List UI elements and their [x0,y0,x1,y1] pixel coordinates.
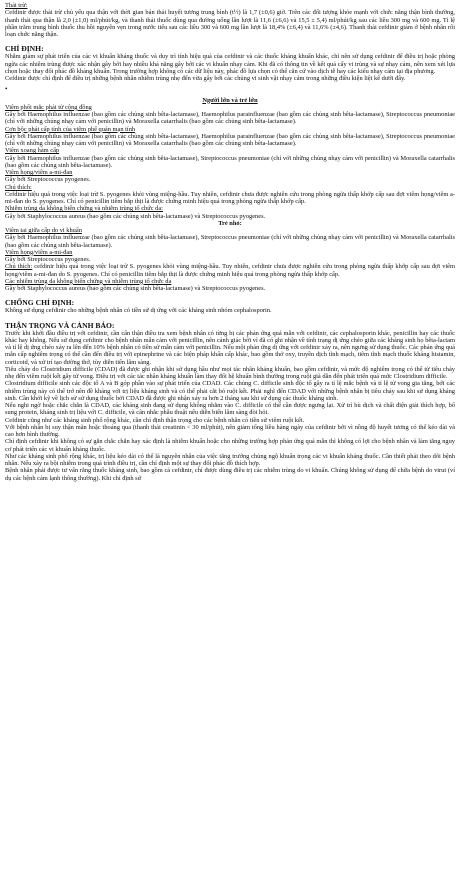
skin-adult-text: Gây bởi Staphylococcus aureus (bao gồm các chủng sinh bêta-lactamase) và Streptococcus pyogenes. [5,212,266,220]
heading-indications: CHỈ ĐỊNH: [5,44,44,54]
child-item-text: Gây bởi Haemophilus influenzae (bao gồm các chủng sinh bêta-lactamase), Streptococcus pneumoniae (chỉ với những chủng nhạy cảm với penicillin) và Moraxella catarrhalis (bao gồm các chủng sinh bêta-lactamase). [5,234,455,249]
warning-paragraph: Tiêu chảy do Clostridium difficile (CDAD) đã được ghi nhận khi sử dụng hầu như mọi tác nhân kháng khuẩn, bao gồm cefdinir, và mức độ nghiêm trọng có thể từ tiêu chảy nhẹ đến viêm ruột kết gây tử vong. Điều trị với các tác nhân kháng khuẩn làm thay đổi hệ khuẩn bình thường trong ruột già dẫn đến phát triển quá mức Clostridium difficile. [5,365,455,380]
adult-item-title: Cơn bộc phát cấp tính của viêm phế quản mạn tính [5,125,136,133]
warning-paragraph: Nếu nghi ngờ hoặc chắc chắn là CDAD, các kháng sinh đang sử dụng không nhằm vào C. difficile có thể cần được ngưng lại. Xử trí bù dịch và chất điện giải thích hợp, bổ sung protein, kháng sinh trị liệu với C. difficile, và cân nhắc phẫu thuật nếu diễn biến lâm sàng đòi hỏi. [5,402,455,417]
skin-child-title: Các nhiễm trùng da không biến chứng và nhiễm trùng tổ chức da [5,277,172,285]
skin-adult-title: Nhiễm trùng da không biến chứng và nhiễm trùng tổ chức da: [5,205,163,213]
warning-paragraph: Chỉ định cefdinir khi không có sự gắn chắc chắn hay xác định là nhiễm khuẩn hoặc cho những trường hợp phản ứng quá mẫn thì không có lợi cho bệnh nhân và làm tăng nguy cơ phát triển các vi khuẩn kháng thuốc. [5,438,455,453]
note-label: Chú thích: [5,263,33,271]
note-child-paragraph [5,263,455,278]
child-item-text: Gây bởi Streptococcus pyogenes. [5,256,91,263]
paragraph-contraindications: Không sử dụng cefdinir cho những bệnh nhân có tiền sử dị ứng với các kháng sinh nhóm cephalosporin. [5,307,272,315]
heading-elimination: Thải trừ: [5,2,28,9]
heading-contraindications: CHỐNG CHỈ ĐỊNH: [5,298,75,308]
paragraph-elimination: Cefdinir được thải trừ chủ yếu qua thận với thời gian bán thải huyết tương trung bình (t½) là 1,7 (±0,6) giờ. Trên các đối tượng khỏe mạnh với chức năng thận bình thường, thanh thải qua thận là 2,0 (±1,0) ml/phút/kg, và thanh thải thuốc dùng qua đường uống lần lượt là 11,6 (±6,6) và 15,5 ± 5,4) ml/phút/kg sau các liều 300 mg và 600 mg. Tỉ lệ phần trăm trung bình thuốc thu hồi nguyên vẹn trong nước tiểu sau các liều 300 và 600 mg lần lượt là 18,4% (±6,4) và 11,6% (±4,6). Thanh thải cefdinir giảm ở bệnh nhân rối loạn chức năng thận. [5,9,455,38]
adult-item-title: Viêm họng/viêm a-mi-đan [5,169,73,176]
warning-paragraph: Bệnh nhân phải được tư vấn rằng thuốc kháng sinh, bao gồm cả cefdinir, chỉ được dùng điều trị các nhiễm trùng do vi khuẩn. Chúng không sử dụng để chữa bệnh do virut (ví dụ các bệnh cảm lạnh thông thường). Khi chỉ định sử [5,467,455,482]
warning-paragraph: Clostridium difficile sinh các độc tố A và B góp phần vào sự phát triển của CDAD. Các chủng C. difficile sinh độc tố gây ra tỉ lệ mắc bệnh và tỉ lệ tử vong gia tăng, bởi các nhiễm trùng này có thể trở nên đề kháng với trị liệu kháng sinh và có thể phải cắt bỏ ruột kết. Phải nghĩ đến CDAD với những bệnh nhân bị tiêu chảy sau khi sử dụng kháng sinh. Cần khởi kỹ về lịch sử sử dụng thuốc bởi CDAD đã được ghi nhận xảy ra hơn 2 tháng sau khi sử dụng các thuốc kháng sinh. [5,380,455,402]
adult-item-text: Gây bởi Haemophilus influenzae (bao gồm các chủng sinh bêta-lactamase), Streptococcus pneumoniae (chỉ với những chủng nhạy cảm với penicillin) và Moraxella catarrhalis (bao gồm các chủng sinh bêta-lactamase). [5,154,455,169]
note-child: cefdinir hiệu quả trong việc loại trừ S. pyogenes khỏi vùng miệng-hầu. Tuy nhiên, cefdinir chưa được nghiên cứu trong phòng ngừa thấp khớp cấp sau đợt viêm họng/viêm a-mi-đan do S. pyogenes. Chỉ có penicillin tiêm bắp thịt là được chứng minh hiệu quả trong phòng ngừa thấp khớp cấp. [5,263,455,278]
paragraph-indications-1: Nhằm giảm sự phát triển của các vi khuẩn kháng thuốc và duy trì tính hiệu quả của cefdinir và các thuốc kháng khuẩn khác, chỉ nên sử dụng cefdinir để điều trị hoặc phòng ngừa các nhiễm trùng được xác nhận gây bởi hay nhiều khả năng gây bởi các vi khuẩn nhạy cảm. Khi đã có thông tin về kết quả cấy vi trùng và sự nhạy cảm, nên xem xét lựa chọn hoặc thay đổi phác đồ kháng khuẩn. Trong trường hợp không có các dữ liệu này, phác đồ lựa chọn có thể căn cứ vào dịch tễ hay các kiểu nhạy cảm tại địa phương. [5,53,455,75]
note-label: Chú thích: [5,183,32,191]
warning-paragraph: Trước khi khởi đầu điều trị với cefdinir, cần cẩn thận điều tra xem bệnh nhân có từng bị các phản ứng quá mẫn với cefdinir, các cephalosporin khác, penicillin hay các thuốc khác hay không. Nếu sử dụng cefdinir cho bệnh nhân mẫn cảm với penicillin, nên cảnh giác bởi vì đã có ghi nhận về tính trạng dị ứng chéo giữa các kháng sinh họ bêta-lactam và tỉ lệ dị ứng chéo xảy ra lên đến 10% bệnh nhân có tiền sử mẫn cảm với penicillin. Nếu một phản ứng dị ứng với cefdinir xảy ra, nên ngưng sử dụng thuốc. Các phản ứng quá mẫn cấp nghiêm trọng có thể cần đến điều trị với epinephrine và các biện pháp khẩn cấp khác, bao gồm thở oxy, truyền dịch tĩnh mạch, tiêm tĩnh mạch thuốc kháng histamin, corticoid, và xử trí tạo đường thở, tùy diễn tiến lâm sàng. [5,329,456,366]
adult-item-text: Gây bởi Haemophilus influenzae (bao gồm các chủng sinh bêta-lactamase), Haemophilus parainfluenzae (bao gồm các chủng sinh bêta-lactamase), Streptococcus pneumoniae (chỉ với những chủng nhạy cảm với penicillin) và Moraxella catarrhalis (bao gồm các chủng sinh bêta-lactamase). [5,132,455,147]
warning-paragraph: Với bệnh nhân bị suy thận mãn hoặc thoáng qua (thanh thải creatinin < 30 ml/phút), nên giảm tổng liều hàng ngày của cefdinir bởi vì nồng độ huyết tương có thể kéo dài và cao hơn bình thường. [5,423,455,438]
warning-paragraph: Như các kháng sinh phổ rộng khác, trị liệu kéo dài có thể là nguyên nhân của việc tăng trưởng chủng ngộ khuẩn trọng các vi khuẩn kháng thuốc. Cần thiết phải theo dõi bệnh nhân. Nếu xảy ra bội nhiễm trong quá trình điều trị, cần chỉ định một sự thay đổi phác đồ thích hợp. [5,452,455,467]
child-item-title: Viêm tai giữa cấp do vi khuẩn [5,227,82,234]
bullet-marker: • [5,85,8,94]
heading-warnings: THẬN TRỌNG VÀ CẢNH BÁO: [5,320,115,330]
child-item-title: Viêm họng/viêm a-mi-đan [5,248,73,256]
paragraph-indications-2: Cefdinir được chỉ định để điều trị những bệnh nhân nhiễm trùng nhẹ đến vừa gây bởi các chủng vi sinh vật nhạy cảm trong những điều kiện liệt kê dưới đây. [5,75,406,82]
adult-item-text: Gây bởi Haemophilus influenzae (bao gồm các chủng sinh bêta-lactamase), Haemophilus parainfluenzae (bao gồm các chủng sinh bêta-lactamase), Streptococcus pneumoniae (chỉ với những chủng nhạy cảm với penicillin) và Moraxella catarrhalis (bao gồm các chủng sinh bêta-lactamase). [5,111,455,126]
adult-item-title: Viêm phổi mắc phải từ cộng đồng [5,103,92,111]
note-adult: Cefdinir hiệu quả trong việc loại trừ S. pyogenes khỏi vùng miệng-hầu. Tuy nhiên, cefdinir chưa được nghiên cứu trong phòng ngừa thấp khớp cấp sau đợt viêm họng/viêm a-mi-đan do S. pyogenes. Chỉ có penicillin tiêm bắp thịt là được chứng minh hiệu quả trong phòng ngừa thấp khớp cấp. [5,190,455,205]
subheading-children: Trẻ nhỏ: [218,219,242,227]
adult-item-text: Gây bởi Streptococcus pyogenes. [5,176,91,184]
warning-paragraph: Cefdinir cũng như các kháng sinh phổ rộng khác, cần chỉ định thận trọng cho các bệnh nhân có tiền sử viêm ruột kết. [5,416,305,424]
subheading-adults: Người lớn và trẻ lớn [202,96,258,104]
adult-item-title: Viêm xoang hàm cấp [5,147,60,155]
skin-child-text: Gây bởi Staphylococcus aureus (bao gồm các chủng sinh bêta-lactamase) và Streptococcus pyogenes. [5,285,266,292]
